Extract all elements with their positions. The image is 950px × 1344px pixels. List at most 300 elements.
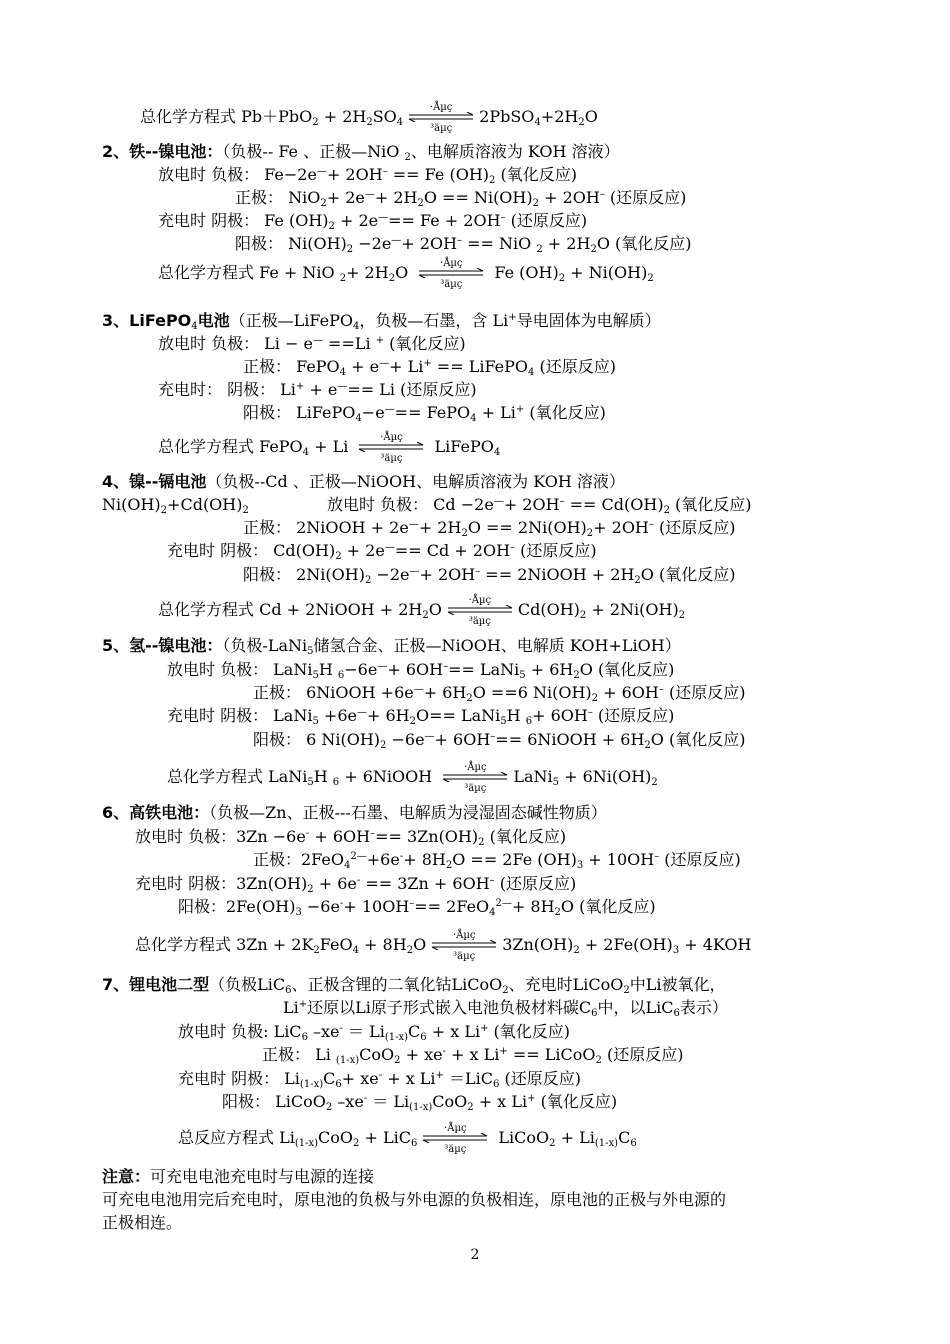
subscript: 2 [678, 610, 686, 621]
section-heading: 2、铁--镍电池： [102, 142, 223, 161]
text-run: 放电时 负极： Cd −2e [327, 495, 494, 514]
text-run: CoO [318, 1128, 354, 1147]
superscript: – [599, 189, 605, 200]
text-run: 中Li被氧化， [629, 975, 726, 994]
text-line [158, 594, 686, 627]
text-run: + 2H [374, 188, 418, 207]
superscript: – [409, 898, 415, 909]
text-run: 正极： Li [262, 1045, 336, 1064]
text-run: == LiCoO [507, 1045, 596, 1064]
subscript: 6 [591, 1008, 598, 1019]
text-run: O (氧化反应) [579, 660, 675, 679]
text-run: == Fe (OH) [387, 165, 490, 184]
subscript: 4 [470, 413, 477, 424]
text-run: （负极--Cd 、正极—NiOOH、电解质溶液为 KOH 溶液） [206, 472, 625, 491]
subscript: 2 [313, 945, 320, 956]
subscript: 2 [634, 575, 641, 586]
subscript: 3 [576, 860, 584, 871]
text-run: (氧化反应) [488, 1022, 571, 1041]
text-run: –xe [307, 1022, 340, 1041]
text-run: 充电时 阴极： Li [178, 1069, 300, 1088]
superscript: — [391, 235, 402, 246]
superscript: — [377, 661, 388, 672]
equilibrium-arrow-icon [446, 605, 514, 615]
section-heading: 5、氢--镍电池： [102, 636, 223, 655]
subscript: 2 [335, 551, 342, 562]
text-run: + x Li [426, 1022, 481, 1041]
text-run: −6e [301, 897, 340, 916]
superscript: — [413, 684, 424, 695]
text-run: +6e [366, 850, 400, 869]
text-line [102, 471, 625, 493]
arrow-label-charge: ³äµç [380, 452, 403, 464]
text-line [178, 896, 656, 918]
text-run: 总化学方程式 Cd + 2NiOOH + 2H [158, 600, 423, 619]
text-run: 导电固体为电解质） [516, 311, 661, 330]
superscript: - [339, 1023, 343, 1034]
subscript: 2 [489, 175, 496, 186]
subscript: 2 [366, 117, 373, 128]
subscript: 6 [630, 1138, 637, 1149]
text-line [135, 873, 576, 895]
text-run: + 6Ni(OH) [558, 767, 652, 786]
text-run: (氧化反应) [535, 1092, 618, 1111]
text-run: + 6H [423, 683, 467, 702]
text-line [178, 1068, 581, 1090]
reversible-arrow [407, 101, 475, 134]
text-run: Cd(OH) [517, 600, 580, 619]
superscript: – [489, 875, 495, 886]
superscript: + [298, 999, 308, 1010]
text-run: + 6OH [309, 827, 371, 846]
text-run: (还原反应) [653, 518, 736, 537]
text-line [102, 635, 681, 657]
subscript: 2 [364, 575, 372, 586]
subscript: (1-x) [335, 1055, 360, 1066]
superscript: - [442, 1046, 446, 1057]
subscript: 4 [302, 447, 310, 458]
text-line [135, 826, 566, 848]
subscript: 2 [647, 273, 654, 284]
text-run: == NiO [462, 234, 537, 253]
subscript: 6 [410, 1138, 418, 1149]
text-run: (氧化反应) [495, 165, 577, 184]
section-heading: 7、锂电池二型 [102, 975, 210, 994]
text-run: 放电时 负极： LaNi [167, 660, 313, 679]
text-run: ，负极—石墨，含 Li [359, 311, 509, 330]
arrow-label-discharge: ·Åµç [440, 257, 463, 269]
text-run: 阳极： LiCoO [222, 1092, 326, 1111]
text-run: + 2e [341, 541, 385, 560]
text-line [243, 564, 735, 586]
text-run: + 8H [403, 850, 446, 869]
text-run: O [584, 107, 598, 126]
text-run: FeO [319, 935, 353, 954]
superscript: - [339, 898, 344, 909]
superscript: – [382, 166, 388, 177]
text-run: 阳极： 6 Ni(OH) [253, 730, 381, 749]
text-line [158, 333, 466, 355]
subscript: 2 [353, 1138, 360, 1149]
text-run: 放电时 负极： Li − e [158, 334, 313, 353]
subscript: 2 [320, 198, 327, 209]
subscript: 2 [644, 740, 651, 751]
text-run: == 2FeO [414, 897, 490, 916]
text-run: + 6OH [532, 706, 588, 725]
text-run: 3Zn(OH) [502, 935, 574, 954]
subscript: 2 [461, 528, 468, 539]
subscript: 2 [339, 273, 347, 284]
text-run: 正极相连。 [102, 1213, 183, 1232]
subscript: 6 [301, 1032, 308, 1043]
superscript: + [423, 358, 432, 369]
subscript: 2 [312, 117, 319, 128]
subscript: 5 [312, 670, 319, 681]
superscript: - [356, 875, 361, 886]
text-run: ==Li [322, 334, 376, 353]
subscript: 2 [578, 117, 585, 128]
subscript: 3 [672, 945, 680, 956]
text-run: 总反应方程式 Li [178, 1128, 295, 1147]
text-line [102, 1166, 374, 1188]
text-line [243, 402, 606, 424]
subscript: 2 [591, 693, 599, 704]
subscript: 4 [489, 907, 496, 918]
text-run: −2e [353, 234, 392, 253]
text-run: == FePO [394, 403, 471, 422]
text-run: (还原反应) [534, 357, 616, 376]
text-run: LaNi [513, 767, 553, 786]
text-run: + 6e [313, 874, 357, 893]
section-heading: 电池 [197, 311, 230, 330]
text-run: (还原反应) [494, 874, 577, 893]
superscript: — [408, 519, 419, 530]
superscript: + [508, 312, 517, 323]
superscript: — [384, 542, 395, 553]
text-run: + 6OH [598, 683, 659, 702]
text-run: LiCoO [493, 1128, 550, 1147]
subscript: 2 [532, 198, 539, 209]
reversible-arrow [441, 761, 509, 794]
text-run: + 2H [542, 234, 591, 253]
superscript: – [490, 731, 496, 742]
text-run: 放电时 负极: LiC [178, 1022, 302, 1041]
arrow-label-charge: ³äµç [468, 615, 491, 627]
subscript: 2 [467, 1102, 474, 1113]
subscript: (1-x) [594, 1138, 619, 1149]
subscript: 2 [549, 1138, 556, 1149]
superscript: - [378, 1070, 383, 1081]
text-run: 放电时 负极：3Zn −6e [135, 827, 306, 846]
text-line [158, 257, 654, 290]
text-line [158, 431, 501, 464]
text-run: + 6H [525, 660, 574, 679]
arrow-label-charge: ³äµç [440, 278, 463, 290]
superscript: - [399, 851, 404, 862]
superscript: – [500, 212, 506, 223]
text-line [235, 233, 692, 255]
text-run: + e [346, 357, 380, 376]
subscript: 4 [339, 367, 347, 378]
text-line [243, 517, 735, 539]
subscript: 2 [160, 505, 168, 516]
text-line [158, 379, 477, 401]
text-run: 充电时： 阴极： Li [158, 380, 296, 399]
text-run: == 6NiOOH + 6H [495, 730, 645, 749]
subscript: 2 [536, 244, 543, 255]
text-run: 阳极： Ni(OH) [235, 234, 347, 253]
text-line [102, 1189, 726, 1211]
superscript: — [356, 707, 367, 718]
arrow-label-discharge: ·Åµç [464, 761, 487, 773]
superscript: – [559, 496, 565, 507]
text-line [167, 705, 674, 727]
text-line [135, 929, 752, 962]
text-run: (还原反应) [601, 1045, 684, 1064]
equilibrium-arrow-icon [430, 940, 498, 950]
superscript: - [363, 1093, 368, 1104]
arrow-label-discharge: ·Åµç [380, 431, 403, 443]
text-run: + 6OH [434, 730, 491, 749]
superscript: – [510, 542, 516, 553]
arrow-label-discharge: ·Åµç [452, 929, 476, 941]
subscript: (1-x) [384, 1032, 409, 1043]
superscript: — [493, 496, 504, 507]
text-run: (氧化反应) [524, 403, 606, 422]
text-run: 、充电时LiCoO [508, 975, 624, 994]
superscript: — [378, 212, 389, 223]
text-line [102, 802, 607, 824]
text-run: CoO [432, 1092, 468, 1111]
text-line [178, 1122, 637, 1155]
text-run: 阳极： 2Ni(OH) [243, 565, 365, 584]
text-run: 中，以LiC [597, 998, 674, 1017]
subscript: 2 [478, 837, 485, 848]
superscript: 2— [350, 851, 367, 862]
text-run: 总化学方程式 LaNi [167, 767, 308, 786]
subscript: 2 [558, 273, 566, 284]
text-run: –xe [332, 1092, 364, 1111]
superscript: + [295, 381, 305, 392]
text-run: （正极—LiFePO [229, 311, 353, 330]
subscript: 2 [417, 198, 424, 209]
text-run: + 2e [326, 188, 365, 207]
text-run: == 3Zn + 6OH [360, 874, 490, 893]
text-run: −6e [386, 730, 425, 749]
text-run: 总化学方程式 FePO [158, 437, 303, 456]
subscript: (1-x) [294, 1138, 319, 1149]
text-run: Fe (OH) [489, 263, 559, 282]
superscript: – [658, 684, 664, 695]
subscript: (1-x) [299, 1079, 324, 1090]
page-number: 2 [470, 1247, 480, 1263]
text-run: O (氧化反应) [560, 897, 656, 916]
subscript: 2 [380, 740, 387, 751]
text-run: H [313, 767, 333, 786]
arrow-label-charge: ³äµç [444, 1143, 467, 1155]
section-heading: 注意： [102, 1167, 151, 1186]
text-line [102, 141, 620, 163]
text-run: +6e [318, 706, 357, 725]
reversible-arrow [446, 594, 514, 627]
subscript: 6 [335, 1079, 342, 1090]
text-run: + 2OH [539, 188, 600, 207]
text-run: （负极-LaNi [222, 636, 308, 655]
reversible-arrow [421, 1122, 489, 1155]
text-run: 充电时 阴极： Cd(OH) [167, 541, 336, 560]
arrow-label-charge: ³äµç [453, 950, 476, 962]
section-heading: 6、高铁电池： [102, 803, 210, 822]
text-run: −2e [371, 565, 410, 584]
superscript: + [527, 1093, 536, 1104]
text-run: 正极： NiO [235, 188, 321, 207]
text-line [178, 1021, 570, 1043]
text-run: 充电时 阴极：3Zn(OH) [135, 874, 308, 893]
text-run: 正极： 2NiOOH + 2e [243, 518, 409, 537]
subscript: 4 [191, 321, 198, 332]
subscript: 2 [325, 1102, 333, 1113]
text-run: == LiFePO [431, 357, 529, 376]
text-run: == Li (还原反应) [347, 380, 477, 399]
text-line [222, 1091, 617, 1113]
text-run: 阳极：2Fe(OH) [178, 897, 296, 916]
text-run: 总化学方程式 Pb＋PbO [140, 107, 313, 126]
text-line [102, 494, 249, 516]
text-run: 正极：2FeO [253, 850, 344, 869]
subscript: 2 [573, 945, 580, 956]
text-run: + xe [400, 1045, 443, 1064]
section-heading: 3、LiFePO [102, 311, 192, 330]
text-run: ＝LiC [443, 1069, 494, 1088]
equilibrium-arrow-icon [357, 442, 425, 452]
text-run: + xe [341, 1069, 379, 1088]
text-run: == 3Zn(OH) [375, 827, 479, 846]
text-run: O [395, 263, 414, 282]
text-run: + 2H [318, 107, 367, 126]
text-run: 正极： 6NiOOH +6e [253, 683, 414, 702]
text-run: （负极-- Fe 、正极—NiO [222, 142, 405, 161]
text-run: (还原反应) [499, 1069, 581, 1088]
reversible-arrow [417, 257, 485, 290]
superscript: – [648, 519, 654, 530]
superscript: + [480, 1023, 489, 1034]
subscript: 2 [651, 777, 658, 788]
subscript: 2 [502, 985, 509, 996]
text-run: CoO [359, 1045, 395, 1064]
text-run: LiFePO [429, 437, 494, 456]
text-run: C [408, 1022, 421, 1041]
text-line [253, 682, 745, 704]
text-run: +2H [540, 107, 579, 126]
subscript: 2 [388, 273, 396, 284]
text-run: C [618, 1128, 631, 1147]
text-run: 总化学方程式 3Zn + 2K [135, 935, 314, 954]
superscript: + [499, 1046, 508, 1057]
text-line [243, 356, 616, 378]
superscript: - [305, 828, 310, 839]
text-run: −e [361, 403, 385, 422]
text-line [158, 210, 587, 232]
superscript: 2— [495, 898, 512, 909]
text-run: (还原反应) [604, 188, 687, 207]
text-line [262, 1044, 683, 1066]
text-run: 可充电电池充电时与电源的连接 [150, 1167, 375, 1186]
text-line [158, 164, 577, 186]
text-run: + 2H [346, 263, 389, 282]
superscript: + [375, 335, 385, 346]
arrow-label-discharge: ·Åµç [468, 594, 492, 606]
subscript: 5 [307, 777, 314, 788]
text-line [235, 187, 686, 209]
subscript: 5 [500, 716, 507, 727]
text-run: + 8H [511, 897, 555, 916]
reversible-arrow [430, 929, 498, 962]
text-run: + 6H [366, 706, 410, 725]
subscript: 2 [579, 610, 587, 621]
text-run: + 2OH [503, 495, 560, 514]
subscript: 5 [552, 777, 559, 788]
text-run: + e [304, 380, 338, 399]
text-run: 还原以Li原子形式嵌入电池负极材料碳C [307, 998, 592, 1017]
text-line [283, 997, 728, 1019]
text-line [167, 540, 597, 562]
subscript: 5 [312, 716, 319, 727]
equilibrium-arrow-icon [407, 112, 475, 122]
subscript: 4 [353, 321, 360, 332]
text-run: 2PbSO [479, 107, 535, 126]
text-line [253, 729, 745, 751]
text-run: 总化学方程式 Fe + NiO [158, 263, 340, 282]
subscript: 2 [623, 985, 630, 996]
text-run: (还原反应) [515, 541, 597, 560]
text-run: （负极LiC [209, 975, 286, 994]
text-line [102, 974, 726, 996]
text-run: + 2Fe(OH) [579, 935, 673, 954]
text-run: 、电解质溶液为 KOH 溶液） [410, 142, 620, 161]
text-run: (氧化反应) [669, 495, 752, 514]
subscript: 2 [595, 1055, 602, 1066]
subscript: 4 [493, 447, 501, 458]
subscript: 5 [307, 646, 314, 657]
subscript: 6 [673, 1008, 680, 1019]
text-run: + 6OH [387, 660, 444, 679]
superscript: — [409, 566, 420, 577]
text-run: == Cd(OH) [564, 495, 664, 514]
subscript: 2 [242, 505, 249, 516]
subscript: 2 [586, 528, 594, 539]
text-run: −6e [344, 660, 378, 679]
subscript: 6 [525, 716, 533, 727]
text-run: O == 2Ni(OH) [467, 518, 587, 537]
text-line [253, 849, 741, 871]
reversible-arrow [357, 431, 425, 464]
text-run: (还原反应) [663, 683, 746, 702]
subscript: 4 [344, 860, 351, 871]
text-run: 可充电电池用完后充电时，原电池的负极与外电源的负极相连，原电池的正极与外电源的 [102, 1190, 727, 1209]
text-run: C [323, 1069, 336, 1088]
text-run: + 4KOH [679, 935, 752, 954]
text-run: + Ni(OH) [565, 263, 648, 282]
text-run: O (氧化反应) [596, 234, 692, 253]
superscript: – [370, 828, 376, 839]
subscript: 2 [406, 945, 414, 956]
text-run: + 8H [358, 935, 407, 954]
text-run: (氧化反应) [384, 334, 466, 353]
arrow-label-charge: ³äµç [464, 782, 487, 794]
text-run: + 10OH [343, 897, 410, 916]
subscript: 4 [534, 117, 541, 128]
subscript: 5 [519, 670, 526, 681]
